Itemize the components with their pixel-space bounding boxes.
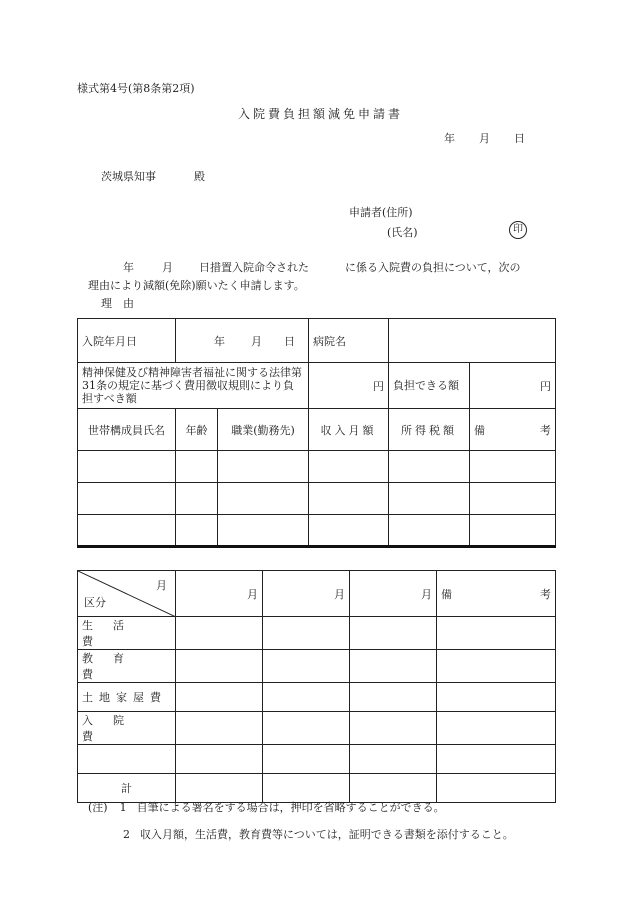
value-cell[interactable] — [437, 683, 556, 712]
header-remarks — [470, 409, 556, 451]
value-cell[interactable] — [263, 650, 350, 683]
body-month: 月 — [162, 261, 173, 274]
note-1 — [88, 799, 445, 815]
month-header-1: 月 — [176, 571, 263, 617]
row-label-hospital: 入院費 — [78, 712, 176, 745]
table-row — [78, 745, 556, 774]
body-line-2: 理由により減額(免除)願いたく申請します。 — [88, 279, 305, 292]
note-1-num: 1 — [119, 801, 127, 814]
corner-cell — [78, 571, 176, 617]
month-header-2: 月 — [263, 571, 350, 617]
note-2-text: 収入月額，生活費，教育費等については，証明できる書類を添付すること。 — [140, 828, 514, 841]
value-cell[interactable] — [437, 650, 556, 683]
row-label-total: 計 — [78, 774, 176, 803]
table-row — [78, 712, 556, 745]
occupation-cell[interactable] — [218, 515, 309, 547]
admission-year: 年 — [214, 334, 225, 348]
remarks-cell[interactable] — [470, 515, 556, 547]
value-cell[interactable] — [263, 745, 350, 774]
hospital-name-field — [389, 319, 556, 363]
value-cell[interactable] — [263, 617, 350, 650]
table-row — [78, 515, 556, 547]
value-cell[interactable] — [176, 745, 263, 774]
date-month: 月 — [479, 132, 490, 145]
row-label-housing: 土地家屋費 — [78, 683, 176, 712]
body-burden-text: に係る入院費の負担について，次の — [345, 261, 521, 274]
remarks-cell[interactable] — [470, 451, 556, 483]
remarks2-a: 備 — [441, 587, 452, 601]
member-name-cell[interactable] — [78, 483, 176, 515]
value-cell[interactable] — [176, 683, 263, 712]
income-cell[interactable] — [309, 515, 389, 547]
note-prefix: (注) — [88, 801, 108, 814]
remarks-cell[interactable] — [470, 483, 556, 515]
applicant-address-label: 申請者(住所) — [349, 206, 413, 219]
income-cell[interactable] — [309, 483, 389, 515]
value-cell[interactable] — [263, 683, 350, 712]
value-cell[interactable] — [350, 683, 437, 712]
value-cell[interactable] — [350, 650, 437, 683]
member-name-cell[interactable] — [78, 451, 176, 483]
table-row — [78, 617, 556, 650]
yen-unit-1: 円 — [373, 379, 384, 393]
hospital-label-cell — [309, 319, 389, 363]
header-occupation: 職業(勤務先) — [218, 409, 309, 451]
addressee-honorific: 殿 — [194, 170, 205, 183]
table-row — [78, 683, 556, 712]
tax-cell[interactable] — [389, 451, 470, 483]
date-line — [444, 130, 525, 146]
note-1-text: 自筆による署名をする場合は，押印を省略することができる。 — [136, 801, 445, 814]
capable-amount-label: 負担できる額 — [389, 363, 470, 409]
burden-amount-field — [309, 363, 389, 409]
note-2 — [123, 826, 514, 842]
income-cell[interactable] — [309, 451, 389, 483]
capable-amount-field — [470, 363, 556, 409]
table-row — [78, 451, 556, 483]
corner-month: 月 — [156, 579, 167, 592]
applicant-name-label: (氏名) — [387, 226, 418, 239]
tax-cell[interactable] — [389, 483, 470, 515]
tax-cell[interactable] — [389, 515, 470, 547]
age-cell[interactable] — [176, 483, 218, 515]
remarks-a: 備 — [474, 423, 485, 437]
expense-table — [77, 570, 556, 803]
row-label-education: 教育費 — [78, 650, 176, 683]
value-cell[interactable] — [350, 617, 437, 650]
header-monthly-income: 収入月額 — [309, 409, 389, 451]
age-cell[interactable] — [176, 515, 218, 547]
remarks-b: 考 — [540, 423, 551, 437]
hospital-label: 病院名 — [313, 334, 346, 348]
burden-description: 精神保健及び精神障害者福祉に関する法律第31条の規定に基づく費用徴収規則により負担すべき額 — [78, 363, 309, 409]
seal-icon: 印 — [509, 221, 527, 239]
value-cell[interactable] — [437, 774, 556, 803]
admission-month: 月 — [251, 334, 262, 348]
body-line-1 — [123, 259, 521, 275]
corner-category: 区分 — [84, 596, 106, 609]
value-cell[interactable] — [176, 617, 263, 650]
body-order-text: 日措置入院命令された — [199, 261, 309, 274]
table-row — [78, 483, 556, 515]
age-cell[interactable] — [176, 451, 218, 483]
burden-table — [77, 318, 556, 548]
value-cell[interactable] — [350, 745, 437, 774]
body-year: 年 — [123, 261, 134, 274]
occupation-cell[interactable] — [218, 451, 309, 483]
value-cell[interactable] — [176, 712, 263, 745]
remarks2-b: 考 — [540, 587, 551, 601]
addressee-name: 茨城県知事 — [101, 170, 156, 183]
value-cell[interactable] — [437, 745, 556, 774]
remarks-header — [437, 571, 556, 617]
value-cell[interactable] — [350, 712, 437, 745]
value-cell[interactable] — [437, 712, 556, 745]
addressee — [101, 168, 205, 184]
header-age: 年齢 — [176, 409, 218, 451]
form-number: 様式第4号(第8条第2項) — [77, 82, 195, 95]
row-label-living: 生活費 — [78, 617, 176, 650]
reason-label: 理 由 — [101, 297, 134, 310]
yen-unit-2: 円 — [540, 379, 551, 393]
note-2-num: 2 — [123, 828, 130, 841]
value-cell[interactable] — [176, 650, 263, 683]
value-cell[interactable] — [263, 712, 350, 745]
date-year: 年 — [444, 132, 455, 145]
admission-day: 日 — [284, 334, 295, 348]
month-header-3: 月 — [350, 571, 437, 617]
admission-date-field — [176, 319, 309, 363]
value-cell[interactable] — [437, 617, 556, 650]
admission-date-label: 入院年月日 — [78, 319, 176, 363]
member-name-cell[interactable] — [78, 515, 176, 547]
date-day: 日 — [514, 132, 525, 145]
table-row — [78, 650, 556, 683]
header-member-name: 世帯構成員氏名 — [78, 409, 176, 451]
document-title: 入院費負担額減免申請書 — [238, 107, 404, 121]
applicant-seal — [509, 221, 527, 239]
row-label-blank — [78, 745, 176, 774]
occupation-cell[interactable] — [218, 483, 309, 515]
header-income-tax: 所得税額 — [389, 409, 470, 451]
